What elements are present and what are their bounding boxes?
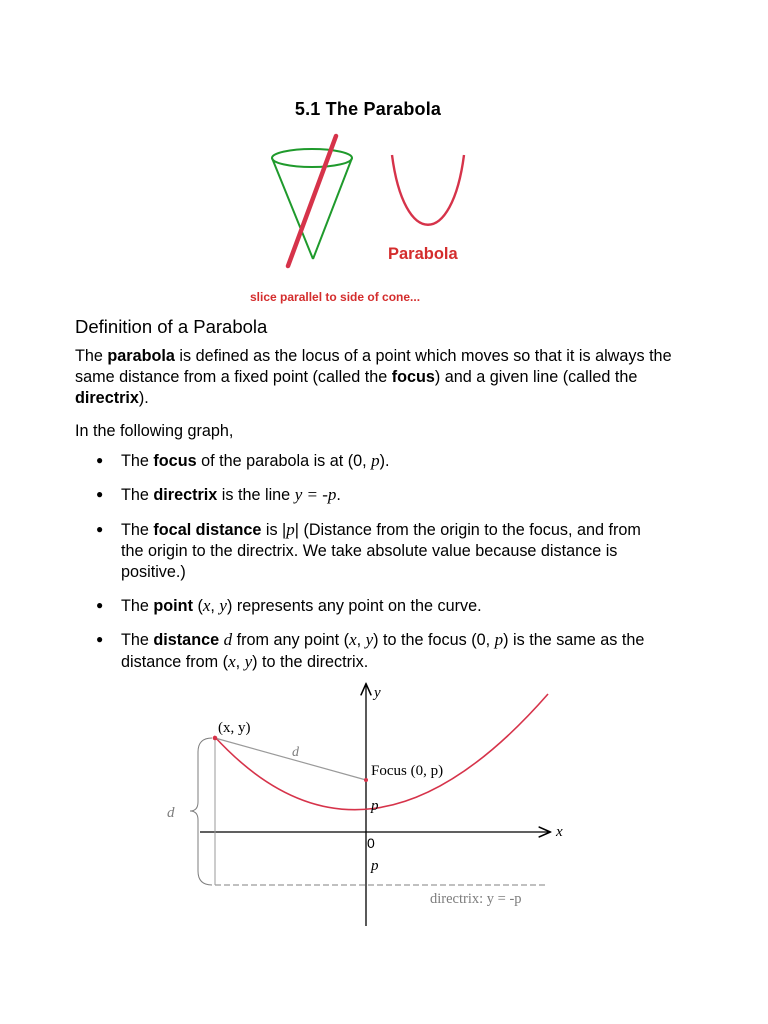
focus-point [364,778,368,782]
p-lower-label: p [371,858,379,874]
slicing-plane [288,136,336,266]
point-label: (x, y) [218,720,251,736]
parabola-shape [392,155,464,225]
cone-caption: slice parallel to side of cone... [250,290,421,304]
list-item: ● The directrix is the line y = -p. [96,485,341,505]
focus-label: Focus (0, p) [371,763,444,779]
directrix-label: directrix: y = -p [430,891,522,907]
page-title: 5.1 The Parabola [294,99,442,119]
d-label: d [292,745,299,760]
list-item: ● The focal distance is |p| (Distance from the origin to the focus, and from the origin to the directrix. We take absolute value because distance is positive.) [96,519,641,581]
bullet-list [93,450,663,685]
intro-text: In the following graph, [75,422,234,440]
section-heading: Definition of a Parabola [75,316,268,337]
p-upper-label: p [371,798,379,814]
list-item: ● The point (x, y) represents any point on the curve. [96,595,482,615]
list-item: ● The distance d from any point (x, y) to the focus (0, p) is the same as the distance from (x, y) to the directrix. [96,630,645,672]
y-axis-label: y [374,685,381,701]
definition-paragraph: The parabola is defined as the locus of a point which moves so that it is always the same distance from a fixed point (called the focus) and a given line (called the directrix). [75,347,672,407]
brace-d-label: d [167,805,175,821]
origin-label: 0 [367,835,375,851]
distance-brace [190,738,212,885]
parabola-label: Parabola [388,245,458,263]
x-axis-label: x [556,824,563,840]
parabola-graph [0,680,768,940]
cone-illustration [0,0,768,300]
list-item: ● The focus of the parabola is at (0, p). [96,451,390,470]
curve-point [213,736,218,741]
